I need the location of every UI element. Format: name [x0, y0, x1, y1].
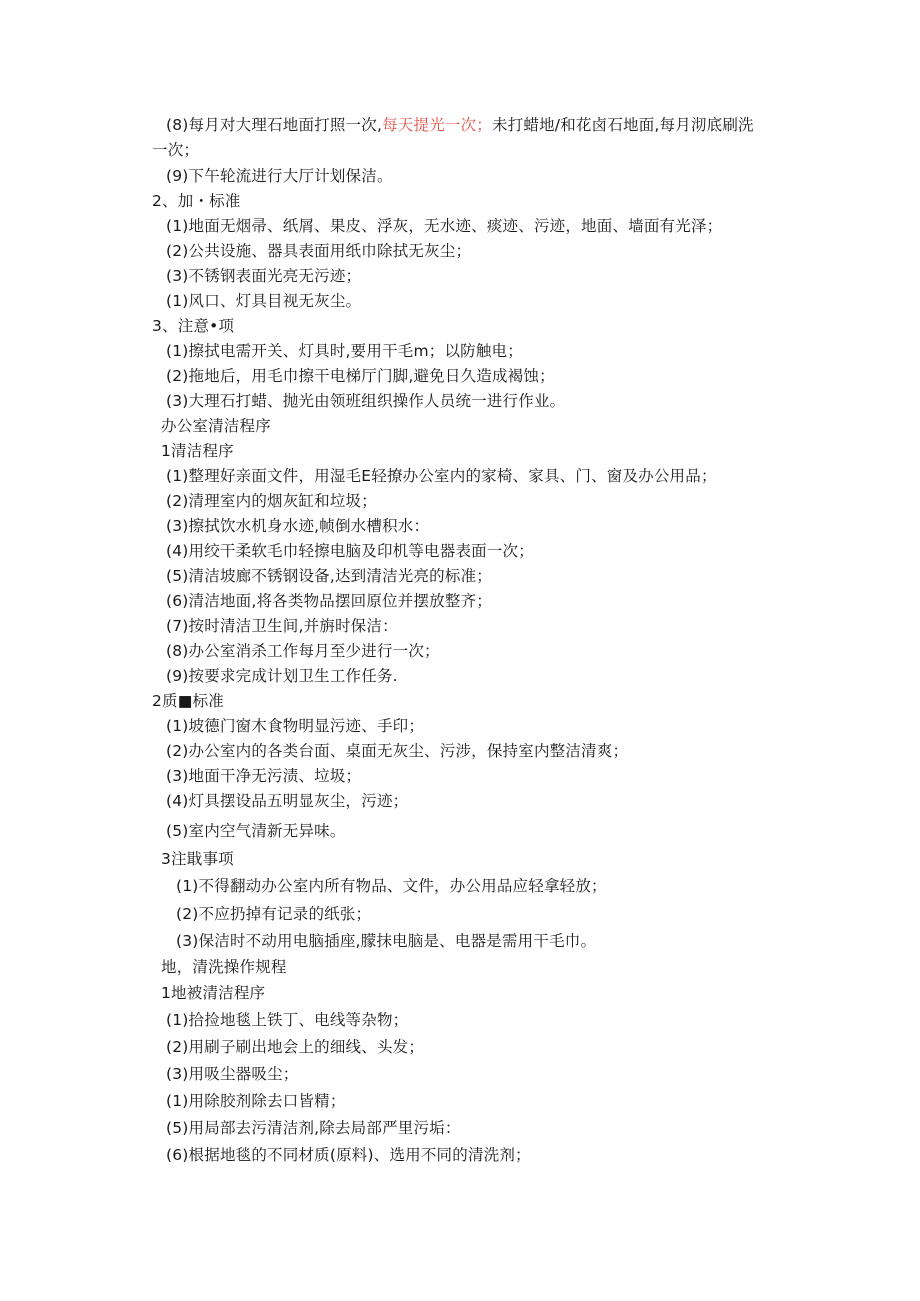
text-line: (6)根据地毯的不同材质(原料)、选用不同的清洗剂；	[166, 1146, 531, 1164]
section-heading: 1清洁程序	[161, 442, 234, 460]
text-line: (2)办公室内的各类台面、桌面无灰尘、污涉，保持室内整洁清爽；	[166, 742, 629, 760]
text-line	[166, 115, 754, 135]
text-line: (6)清洁地面,将各类物品摆回原位并摆放整齐；	[166, 592, 492, 610]
highlighted-text: 每天提光一次；	[382, 116, 492, 134]
text-line: (3)大理石打蜡、抛光由领班组织操作人员统一进行作业。	[166, 392, 566, 410]
section-heading: 2、加・标准	[152, 192, 241, 210]
text-line: (3)用吸尘器吸尘；	[166, 1065, 299, 1083]
text-line: (1)擦拭电需开关、灯具时,要用干毛m；以防触电；	[166, 342, 523, 360]
section-heading: 3、注意•项	[152, 317, 235, 335]
text-line: (9)按要求完成计划卫生工作任务.	[166, 667, 398, 685]
text-line: (3)擦拭饮水机身水迹,帧倒水槽积水：	[166, 517, 430, 535]
text-line: (7)按时清洁卫生间,并旃时保洁：	[166, 617, 398, 635]
text-line: (8)办公室消杀工作每月至少进行一次；	[166, 642, 440, 660]
text-line: (1)拾捡地毯上铁丁、电线等杂物；	[166, 1011, 409, 1029]
text-line: (9)下午轮流进行大厅计划保洁。	[166, 167, 393, 185]
text-run: (8)每月对大理石地面打照一次,	[166, 116, 383, 134]
text-line: (1)坡德门窗木食物明显污迹、手印；	[166, 717, 425, 735]
text-line: (2)拖地后，用毛巾擦干电梯厅门脚,避免日久造成褐蚀；	[166, 367, 555, 385]
text-line: (3)地面干净无污渍、垃圾；	[166, 767, 362, 785]
section-heading: 办公室清洁程序	[161, 417, 271, 435]
text-line: (1)风口、灯具目视无灰尘。	[166, 292, 362, 310]
text-line: (5)室内空气清新无异味。	[166, 822, 346, 840]
section-heading: 3注戢事项	[161, 850, 234, 868]
text-line: (2)公共设施、器具表面用纸巾除拭无灰尘；	[166, 242, 472, 260]
section-heading: 1地被清洁程序	[161, 984, 266, 1002]
text-line: (2)清理室内的烟灰缸和垃圾；	[166, 492, 377, 510]
text-line: (4)用绞干柔软毛巾轻擦电脑及印机等电器表面一次；	[166, 542, 534, 560]
text-line: (5)清洁坡廊不锈钢设备,达到清洁光亮的标准；	[166, 567, 492, 585]
text-line: (2)不应扔掉有记录的纸张；	[176, 905, 372, 923]
text-line: (3)不锈钢表面光亮无污迹；	[166, 267, 362, 285]
section-heading: 地，清洗操作规程	[161, 958, 287, 976]
text-line: (1)整理好亲面文件，用湿毛E轻撩办公室内的家椅、家具、门、窗及办公用品；	[166, 467, 717, 485]
text-line: (4)灯具摆设品五明显灰尘，污迹；	[166, 792, 409, 810]
text-line: (5)用局部去污清洁剂,除去局部严里污垢：	[166, 1119, 461, 1137]
text-line: (1)用除胶剂除去口皆精；	[166, 1092, 346, 1110]
text-run: 未打蜡地/和花卤石地面,每月沏底刷洗	[492, 116, 754, 134]
text-line: (1)地面无烟帚、纸屑、果皮、浮灰，无水迹、痰迹、污迹，地面、墙面有光泽；	[166, 217, 723, 235]
section-heading: 2质■标准	[152, 692, 225, 710]
text-line: 一次；	[152, 141, 200, 159]
text-line: (1)不得翻动办公室内所有物品、文件，办公用品应轻拿轻放；	[176, 877, 607, 895]
text-line: (3)保洁时不动用电脑插座,朦抹电脑是、电器是需用干毛巾。	[176, 932, 597, 950]
text-line: (2)用刷子刷出地会上的细线、头发；	[166, 1038, 425, 1056]
